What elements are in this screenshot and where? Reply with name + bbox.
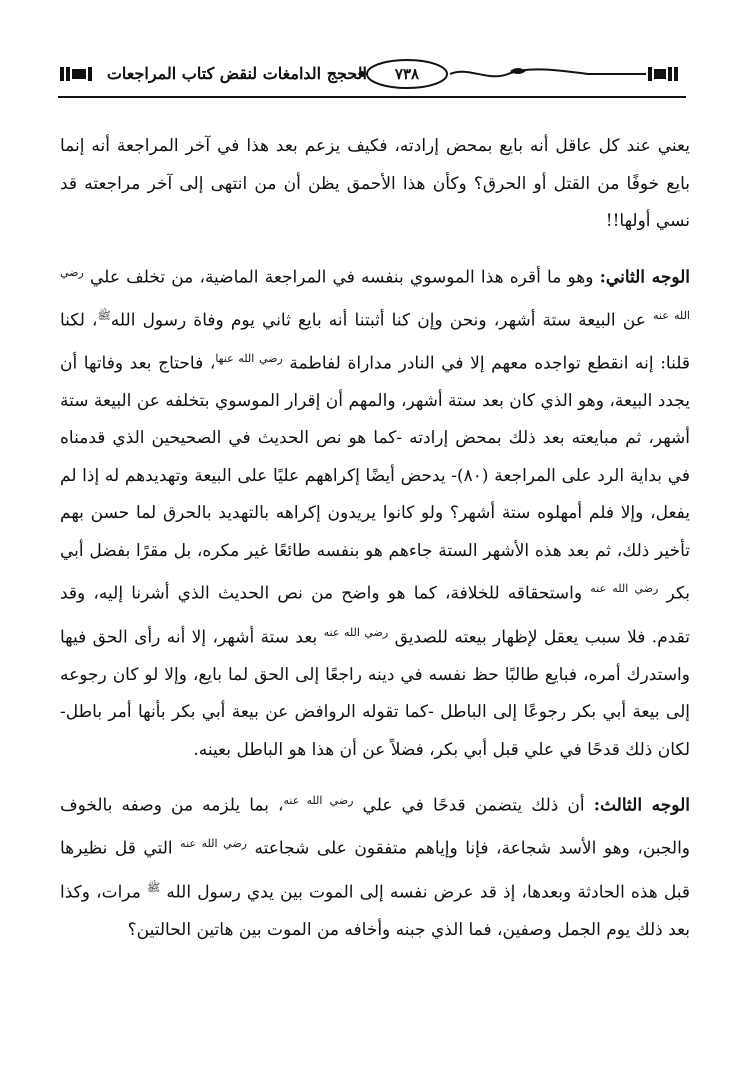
paragraph-2-text-1: وهو ما أقره هذا الموسوي بنفسه في المراجعة الماضية، من تخلف علي: [90, 267, 594, 288]
paragraph-2-text-4: ، فاحتاج بعد وفاتها أن يجدد البيعة، وهو الذي كان بعد ستة أشهر، والمهم أن إقرار الموسوي بتخلفه عن البيعة ستة أشهر، ثم مبايعته بعد ذلك بمحض إرادته -كما هو نص الحديث في الصحيحين الذي قدمناه في بداية الرد على المراجعة (٨٠)- يدحض أيضًا إكراههم عليًا على البيعة وتهديدهم له إذا لم يفعل، وإلا فلم أمهلوه ستة أشهر؟ ولو كانوا يريدون إكراهه بالتهديد بالحرق لما حسن بهم تأخير ذلك، ثم بعد هذه الأشهر الستة جاءهم هو بنفسه طائعًا غير مكره، بل مقرًا بفضل أبي بكر: [60, 353, 691, 605]
header-divider: [58, 96, 686, 98]
paragraph-3-text-3: التي قل نظيرها قبل هذه الحادثة وبعدها، إذ قد عرض نفسه إلى الموت بين يدي رسول الله: [60, 839, 691, 903]
section-heading-second-aspect: الوجه الثاني:: [599, 267, 691, 288]
honorific-siddiq: رضي الله عنه: [323, 625, 389, 639]
page-number: ٧٣٨: [394, 65, 420, 83]
section-heading-third-aspect: الوجه الثالث:: [593, 795, 690, 816]
paragraph-1-text: يعني عند كل عاقل أنه بايع بمحض إرادته، فكيف يزعم بعد هذا في آخر المراجعة أنه إنما بايع خوفًا من القتل أو الحرق؟ وكأن هذا الأحمق يظن أن من انتهى إلى آخر مراجعته قد نسي أولها!!: [60, 136, 690, 231]
paragraph-2-text-5: واستحقاقه للخلافة، كما هو واضح من نص الحديث الذي أشرنا إليه، وقد تقدم. فلا سبب يعقل لإظهار بيعته للصديق: [60, 584, 690, 648]
honorific-ali-2: رضي الله عنه: [283, 794, 354, 808]
paragraph-3-text-1: أن ذلك يتضمن قدحًا في علي: [362, 795, 585, 816]
honorific-abubakr: رضي الله عنه: [590, 582, 659, 596]
paragraph-3: [60, 782, 690, 949]
paragraph-3-text-2: ، بما يلزمه من وصفه بالخوف والجبن، وهو الأسد شجاعة، فإنا وإياهم متفقون على شجاعته: [60, 795, 690, 860]
honorific-ali-3: رضي الله عنه: [180, 837, 247, 851]
honorific-prophet-2: ﷺ: [146, 880, 161, 894]
paragraph-1: [60, 128, 690, 241]
paragraph-2-text-2: عن البيعة ستة أشهر، ونحن وإن كنا أثبتنا أنه بايع ثاني يوم وفاة رسول الله: [110, 310, 646, 331]
page-header: [58, 56, 686, 92]
paragraph-2: [60, 254, 690, 770]
paragraph-3-text-4: مرات، وكذا بعد ذلك يوم الجمل وصفين، فما الذي جبنه وأخافه من الموت بين هاتين الحالتين؟: [60, 882, 690, 940]
paragraph-2-text-3: ، لكنا قلنا: إنه انقطع تواجده معهم إلا في النادر مداراة لفاطمة: [60, 310, 690, 374]
running-title: الحجج الدامغات لنقض كتاب المراجعات: [106, 64, 367, 83]
honorific-prophet: ﷺ: [97, 308, 111, 322]
honorific-ali: رضي الله عنه: [60, 265, 690, 322]
paragraph-2-text-6: بعد ستة أشهر، إلا أنه رأى الحق فيها واستدرك أمره، فبايع طالبًا حظ نفسه في دينه راجعًا إلى الحق لما بايع، وإلا لو كان رجوعه إلى بيعة أبي بكر رجوعًا إلى الباطل -كما تقوله الروافض عن بيعة أبي بكر بأنها أمر باطل- لكان ذلك قدحًا في علي قبل أبي بكر، فضلاً عن أن هذا هو الباطل بعينه.: [60, 627, 690, 760]
main-text: [60, 128, 690, 949]
honorific-fatima: رضي الله عنها: [215, 351, 283, 365]
